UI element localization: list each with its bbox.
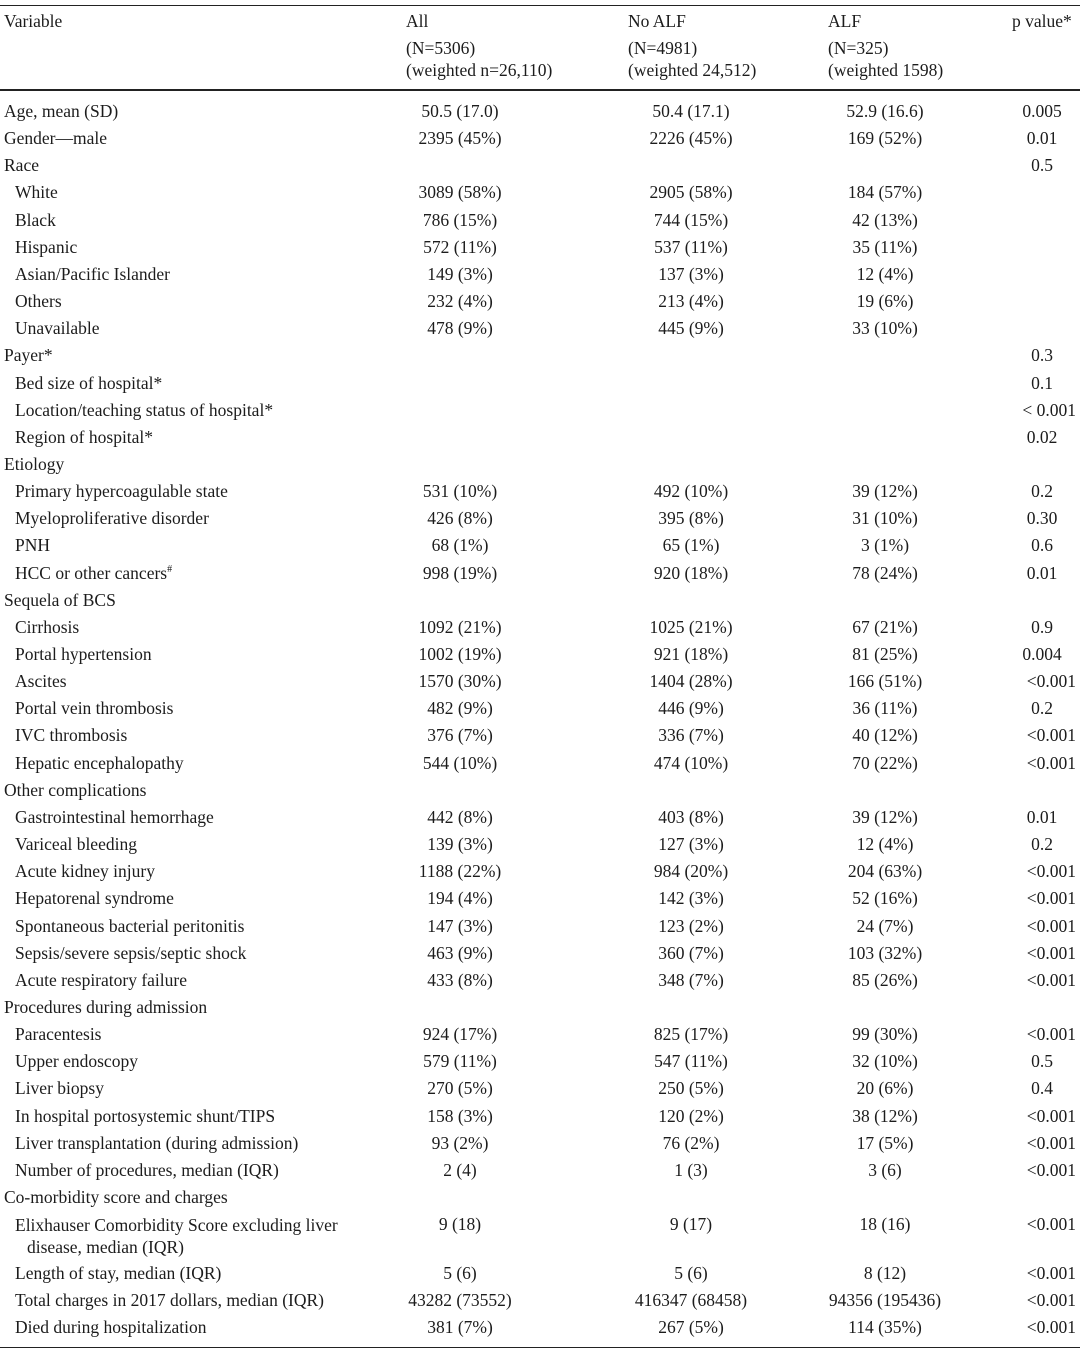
cell-p-value: 0.2: [1031, 481, 1053, 502]
row-label-text: Bed size of hospital*: [15, 372, 163, 393]
cell-no-alf: 123 (2%): [658, 915, 724, 936]
table-row: [0, 1260, 1080, 1287]
row-label-text: Others: [15, 291, 62, 312]
row-label: [15, 1103, 275, 1130]
row-label: [4, 152, 39, 179]
table-row: [0, 532, 1080, 559]
header-no-alf: [628, 10, 756, 81]
row-label: [15, 560, 172, 587]
cell-p-value: 0.01: [1026, 806, 1058, 827]
cell-all: 232 (4%): [427, 291, 493, 312]
cell-no-alf: 120 (2%): [658, 1105, 724, 1126]
header-no-alf-n: (N=4981): [628, 38, 698, 58]
cell-p-value: 0.004: [1022, 644, 1062, 664]
table-row: [0, 804, 1080, 831]
row-label-text: PNH: [15, 535, 51, 556]
cell-no-alf: 825 (17%): [653, 1024, 729, 1045]
cell-alf: 33 (10%): [852, 318, 918, 339]
cell-all: 147 (3%): [427, 915, 493, 936]
cell-p-value: 0.2: [1031, 698, 1053, 719]
row-label-text: Hepatorenal syndrome: [15, 888, 174, 909]
row-label-continuation: disease, median (IQR): [27, 1237, 184, 1258]
cell-alf: 94356 (195436): [828, 1290, 942, 1311]
header-p-value: p value*: [1012, 11, 1072, 31]
row-label-text: IVC thrombosis: [15, 725, 128, 746]
cell-alf: 39 (12%): [852, 481, 918, 502]
cell-p-value: <0.001: [1026, 1317, 1076, 1338]
row-label-text: Paracentesis: [15, 1024, 102, 1045]
cell-all: 50.5 (17.0): [421, 101, 499, 121]
row-label: [15, 1075, 104, 1102]
cell-no-alf: 142 (3%): [658, 888, 724, 909]
row-label: [15, 1314, 207, 1341]
row-label-text: Liver transplantation (during admission): [15, 1132, 299, 1153]
cell-no-alf: 267 (5%): [658, 1317, 724, 1338]
table-row: [0, 560, 1080, 587]
row-label-text: Acute respiratory failure: [15, 969, 188, 990]
cell-no-alf: 250 (5%): [658, 1078, 724, 1099]
row-label-text: Sequela of BCS: [4, 589, 116, 610]
cell-no-alf: 537 (11%): [654, 236, 728, 257]
row-label: [4, 1184, 228, 1211]
table-row: [0, 315, 1080, 342]
table-row: [0, 967, 1080, 994]
row-label: [15, 967, 187, 994]
table-row: [0, 668, 1080, 695]
cell-p-value: <0.001: [1026, 725, 1076, 746]
row-label-text: Co-morbidity score and charges: [4, 1187, 228, 1207]
cell-no-alf: 744 (15%): [653, 209, 729, 230]
cell-no-alf: 127 (3%): [658, 834, 724, 855]
cell-all: 1188 (22%): [418, 861, 502, 882]
cell-no-alf: 2905 (58%): [649, 182, 733, 203]
cell-no-alf: 492 (10%): [653, 481, 729, 502]
row-label-text: Portal hypertension: [15, 644, 152, 664]
table-row: [0, 750, 1080, 777]
cell-alf: 40 (12%): [852, 725, 918, 746]
cell-no-alf: 445 (9%): [658, 318, 724, 339]
table-row: [0, 695, 1080, 722]
cell-alf: 3 (6): [868, 1159, 902, 1180]
row-label: [15, 804, 214, 831]
row-label-text: Portal vein thrombosis: [15, 698, 174, 719]
row-label: [15, 695, 173, 722]
table-row: [0, 1103, 1080, 1130]
row-label: [15, 261, 170, 288]
table-row: [0, 858, 1080, 885]
cell-alf: 19 (6%): [856, 291, 914, 312]
row-label-text: Died during hospitalization: [15, 1317, 207, 1338]
row-label: [15, 858, 155, 885]
cell-p-value: <0.001: [1026, 1290, 1076, 1311]
row-label: [4, 451, 64, 478]
cell-p-value: 0.3: [1031, 345, 1053, 366]
header-no-alf-name: No ALF: [628, 11, 686, 31]
table-row: [0, 940, 1080, 967]
table-row: [0, 1314, 1080, 1341]
cell-all: 572 (11%): [423, 236, 497, 257]
cell-alf: 99 (30%): [852, 1024, 918, 1045]
row-label-text: Race: [4, 155, 39, 176]
cell-all: 139 (3%): [427, 834, 493, 855]
cell-no-alf: 395 (8%): [658, 508, 724, 529]
cell-alf: 18 (16): [859, 1214, 911, 1235]
row-label: [15, 722, 127, 749]
row-label-text: Other complications: [4, 779, 147, 800]
cell-all: 376 (7%): [427, 725, 493, 746]
table-row: [0, 614, 1080, 641]
cell-alf: 103 (32%): [847, 942, 923, 963]
row-label-text: Liver biopsy: [15, 1078, 104, 1099]
row-label-text: Gender—male: [4, 128, 108, 149]
cell-alf: 78 (24%): [852, 562, 918, 583]
row-label: [15, 1214, 375, 1258]
row-label-text: In hospital portosystemic shunt/TIPS: [15, 1105, 276, 1126]
row-label: [15, 940, 246, 967]
table-row: [0, 1048, 1080, 1075]
cell-no-alf: 50.4 (17.1): [652, 101, 730, 121]
cell-p-value: <0.001: [1026, 1214, 1076, 1235]
row-label-text: Location/teaching status of hospital*: [15, 399, 274, 420]
cell-no-alf: 984 (20%): [653, 861, 729, 882]
row-label-text: Procedures during admission: [4, 996, 208, 1017]
table-row: [0, 125, 1080, 152]
cell-all: 149 (3%): [427, 263, 493, 284]
cell-alf: 85 (26%): [852, 969, 918, 990]
table-row: [0, 777, 1080, 804]
row-label-text: Length of stay, median (IQR): [15, 1263, 222, 1284]
row-label-text: Elixhauser Comorbidity Score excluding liver: [15, 1215, 338, 1236]
cell-no-alf: 1404 (28%): [649, 671, 733, 692]
row-label: [15, 1048, 138, 1075]
cell-all: 442 (8%): [427, 806, 493, 827]
cell-all: 482 (9%): [427, 698, 493, 719]
cell-p-value: <0.001: [1026, 942, 1076, 963]
table-row: [0, 451, 1080, 478]
table-top-rule: [0, 5, 1080, 6]
row-label: [15, 179, 58, 206]
row-label: [4, 587, 116, 614]
row-label-text: Hepatic encephalopathy: [15, 752, 184, 773]
cell-alf: 204 (63%): [847, 861, 923, 882]
cell-alf: 52 (16%): [852, 888, 918, 909]
cell-alf: 166 (51%): [847, 671, 923, 692]
row-label: [15, 1287, 324, 1314]
cell-p-value: 0.5: [1031, 155, 1053, 176]
cell-alf: 169 (52%): [847, 128, 923, 149]
row-label-text: Asian/Pacific Islander: [15, 263, 171, 284]
cell-all: 43282 (73552): [408, 1290, 512, 1311]
table-row: [0, 1075, 1080, 1102]
cell-no-alf: 76 (2%): [662, 1132, 720, 1153]
header-alf-name: ALF: [828, 11, 862, 31]
row-label: [15, 424, 153, 451]
row-label-text: Total charges in 2017 dollars, median (IQR): [15, 1290, 325, 1311]
cell-p-value: 0.005: [1022, 101, 1062, 121]
cell-alf: 36 (11%): [852, 698, 918, 719]
cell-all: 426 (8%): [427, 508, 493, 529]
cell-no-alf: 920 (18%): [653, 562, 729, 583]
cell-all: 381 (7%): [427, 1317, 493, 1338]
row-label-text: Number of procedures, median (IQR): [15, 1159, 279, 1180]
cell-alf: 35 (11%): [852, 236, 918, 257]
cell-p-value: <0.001: [1026, 1263, 1076, 1284]
row-label-text: Primary hypercoagulable state: [15, 481, 228, 502]
row-label: [4, 994, 207, 1021]
cell-p-value: <0.001: [1026, 888, 1076, 909]
table-row: [0, 152, 1080, 179]
row-label-text: Spontaneous bacterial peritonitis: [15, 915, 245, 936]
row-label-text: Cirrhosis: [15, 616, 80, 637]
row-label: [4, 777, 146, 804]
footnote-marker: #: [167, 563, 173, 575]
cell-all: 544 (10%): [422, 752, 498, 773]
cell-all: 433 (8%): [427, 969, 493, 990]
table-row: [0, 587, 1080, 614]
header-alf-n: (N=325): [828, 38, 889, 58]
row-label: [15, 207, 56, 234]
cell-p-value: <0.001: [1026, 861, 1076, 882]
cell-alf: 39 (12%): [852, 806, 918, 827]
table-row: [0, 994, 1080, 1021]
cell-p-value: 0.30: [1026, 508, 1058, 529]
row-label: [15, 885, 174, 912]
cell-p-value: 0.9: [1031, 616, 1053, 637]
cell-p-value: <0.001: [1026, 1159, 1076, 1180]
cell-alf: 184 (57%): [847, 182, 923, 203]
row-label: [15, 1260, 221, 1287]
row-label: [15, 315, 100, 342]
row-label-text: Upper endoscopy: [15, 1051, 138, 1072]
cell-all: 2395 (45%): [418, 128, 502, 149]
cell-alf: 52.9 (16.6): [846, 101, 924, 121]
cell-all: 158 (3%): [427, 1105, 493, 1126]
table-row: [0, 913, 1080, 940]
row-label: [15, 234, 77, 261]
row-label-text: Region of hospital*: [15, 426, 154, 447]
cell-p-value: < 0.001: [1022, 399, 1076, 420]
cell-no-alf: 403 (8%): [658, 806, 724, 827]
cell-all: 68 (1%): [431, 535, 489, 556]
cell-alf: 70 (22%): [852, 752, 918, 773]
table-row: [0, 1130, 1080, 1157]
table-header-rule: [0, 89, 1080, 91]
cell-all: 786 (15%): [422, 209, 498, 230]
cell-all: 2 (4): [443, 1159, 477, 1180]
cell-no-alf: 547 (11%): [654, 1051, 728, 1072]
table-row: [0, 641, 1080, 668]
table-row: [0, 831, 1080, 858]
cell-alf: 38 (12%): [852, 1105, 918, 1126]
cell-p-value: <0.001: [1026, 1024, 1076, 1045]
header-all-name: All: [406, 11, 429, 31]
cell-alf: 17 (5%): [856, 1132, 914, 1153]
cell-no-alf: 5 (6): [674, 1263, 708, 1284]
row-label: [15, 397, 273, 424]
cell-all: 93 (2%): [431, 1132, 489, 1153]
cell-all: 1002 (19%): [418, 644, 502, 664]
row-label-text: Unavailable: [15, 318, 100, 339]
table-row: [0, 207, 1080, 234]
table-row: [0, 179, 1080, 206]
header-alf-weighted: (weighted 1598): [828, 60, 944, 80]
cell-p-value: 0.6: [1031, 535, 1053, 556]
row-label-text: Myeloproliferative disorder: [15, 508, 209, 529]
row-label: [15, 370, 162, 397]
cell-alf: 114 (35%): [848, 1317, 922, 1338]
table-row: [0, 1157, 1080, 1184]
header-all-weighted: (weighted n=26,110): [406, 60, 553, 80]
cell-alf: 42 (13%): [852, 209, 918, 230]
table-row: [0, 722, 1080, 749]
row-label-text: Variceal bleeding: [15, 834, 137, 855]
cell-no-alf: 336 (7%): [658, 725, 724, 746]
cell-no-alf: 213 (4%): [658, 291, 724, 312]
cell-alf: 20 (6%): [856, 1078, 914, 1099]
table-row: [0, 234, 1080, 261]
table-row: [0, 424, 1080, 451]
row-label: [15, 668, 67, 695]
cell-p-value: 0.01: [1026, 562, 1058, 583]
header-alf: [828, 10, 943, 81]
table-row: [0, 1021, 1080, 1048]
cell-no-alf: 446 (9%): [658, 698, 724, 719]
cell-all: 270 (5%): [427, 1078, 493, 1099]
cell-no-alf: 1025 (21%): [649, 616, 733, 637]
header-all-n: (N=5306): [406, 38, 476, 58]
cell-p-value: 0.2: [1031, 834, 1053, 855]
cell-no-alf: 2226 (45%): [649, 128, 733, 149]
cell-no-alf: 137 (3%): [658, 263, 724, 284]
cell-p-value: <0.001: [1026, 671, 1076, 692]
cell-no-alf: 9 (17): [669, 1214, 713, 1235]
cell-alf: 32 (10%): [852, 1051, 918, 1072]
cell-p-value: <0.001: [1026, 1105, 1076, 1126]
row-label: [15, 478, 228, 505]
cell-p-value: <0.001: [1026, 969, 1076, 990]
table-row: [0, 397, 1080, 424]
cell-no-alf: 921 (18%): [653, 644, 729, 664]
row-label-text: White: [15, 182, 58, 203]
cell-no-alf: 348 (7%): [658, 969, 724, 990]
cell-p-value: <0.001: [1026, 752, 1076, 773]
cell-no-alf: 65 (1%): [662, 535, 720, 556]
row-label-text: Acute kidney injury: [15, 861, 155, 882]
cell-alf: 8 (12): [863, 1263, 907, 1284]
cell-no-alf: 416347 (68458): [634, 1290, 748, 1311]
table-row: [0, 98, 1080, 125]
table-row: [0, 342, 1080, 369]
row-label: [15, 288, 62, 315]
cell-all: 1092 (21%): [418, 616, 502, 637]
header-variable: Variable: [4, 11, 63, 31]
row-label-text: Age, mean (SD): [4, 101, 119, 121]
row-label: [15, 1157, 279, 1184]
row-label: [15, 831, 137, 858]
row-label-text: Hispanic: [15, 236, 78, 257]
table-row: [0, 288, 1080, 315]
cell-all: 531 (10%): [422, 481, 498, 502]
table-row: [0, 885, 1080, 912]
cell-alf: 24 (7%): [856, 915, 914, 936]
cell-no-alf: 474 (10%): [653, 752, 729, 773]
cell-all: 3089 (58%): [418, 182, 502, 203]
cell-all: 924 (17%): [422, 1024, 498, 1045]
row-label: [4, 98, 118, 125]
row-label: [4, 125, 107, 152]
row-label: [15, 1130, 298, 1157]
cell-alf: 12 (4%): [856, 263, 914, 284]
cell-alf: 67 (21%): [852, 616, 918, 637]
cell-p-value: 0.5: [1031, 1051, 1053, 1072]
row-label-text: Sepsis/severe sepsis/septic shock: [15, 942, 247, 963]
cell-p-value: 0.1: [1031, 372, 1053, 393]
row-label-text: Ascites: [15, 671, 67, 692]
table-row: [0, 1184, 1080, 1211]
cell-all: 9 (18): [438, 1214, 482, 1235]
cell-p-value: <0.001: [1026, 915, 1076, 936]
cell-all: 579 (11%): [423, 1051, 497, 1072]
row-label: [4, 342, 53, 369]
header-no-alf-weighted: (weighted 24,512): [628, 60, 757, 80]
cell-p-value: <0.001: [1026, 1132, 1076, 1153]
row-label: [15, 1021, 102, 1048]
cell-all: 998 (19%): [422, 562, 498, 583]
cell-alf: 31 (10%): [852, 508, 918, 529]
row-label: [15, 750, 184, 777]
table-row: [0, 261, 1080, 288]
table-row: [0, 478, 1080, 505]
row-label: [15, 913, 244, 940]
cell-all: 5 (6): [443, 1263, 477, 1284]
cell-no-alf: 360 (7%): [658, 942, 724, 963]
cell-p-value: 0.01: [1026, 128, 1058, 149]
cell-p-value: 0.02: [1026, 426, 1058, 447]
row-label: [15, 614, 79, 641]
row-label-text: HCC or other cancers: [15, 562, 168, 583]
row-label-text: Payer*: [4, 345, 53, 366]
cell-all: 1570 (30%): [418, 671, 502, 692]
cell-no-alf: 1 (3): [674, 1159, 708, 1180]
row-label: [15, 505, 209, 532]
table-row: [0, 505, 1080, 532]
cell-all: 478 (9%): [427, 318, 493, 339]
cell-p-value: 0.4: [1031, 1078, 1053, 1099]
row-label: [15, 641, 152, 668]
cell-alf: 3 (1%): [860, 535, 910, 556]
table-row: [0, 1211, 1080, 1260]
cell-all: 194 (4%): [427, 888, 493, 909]
header-all: [406, 10, 552, 81]
cell-alf: 12 (4%): [856, 834, 914, 855]
cell-all: 463 (9%): [427, 942, 493, 963]
table-row: [0, 370, 1080, 397]
row-label-text: Gastrointestinal hemorrhage: [15, 806, 214, 827]
row-label-text: Black: [15, 209, 56, 230]
table-row: [0, 1287, 1080, 1314]
row-label: [15, 532, 50, 559]
cell-alf: 81 (25%): [852, 644, 918, 664]
table-bottom-rule: [0, 1347, 1080, 1348]
row-label-text: Etiology: [4, 453, 65, 474]
